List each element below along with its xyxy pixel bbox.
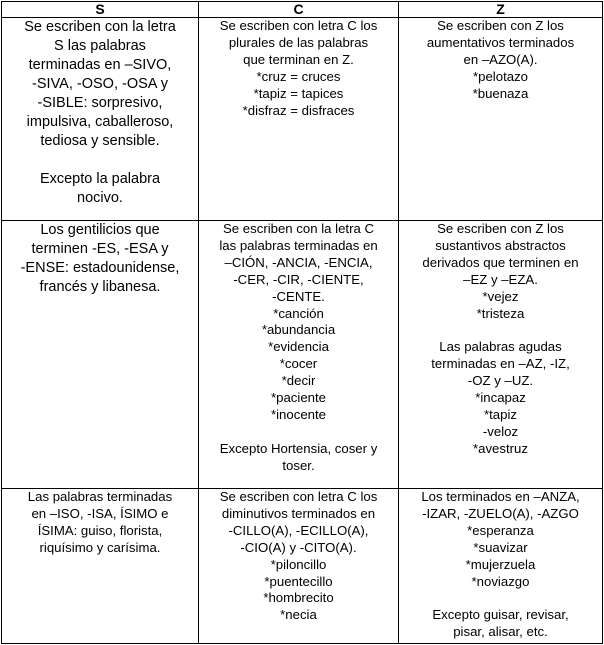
- cell-text-line: en –AZO(A).: [463, 51, 538, 67]
- cell-text-line: tediosa y sensible.: [40, 133, 160, 149]
- blank-line: [5, 151, 195, 170]
- cell-text-line: las palabras terminadas en: [219, 237, 378, 253]
- cell-text-line: *suavizar: [473, 539, 528, 555]
- spelling-rules-table: [1, 1, 603, 644]
- cell-text-line: –CIÓN, -ANCIA, -ENCIA,: [224, 254, 373, 270]
- cell-text-line: *cocer: [279, 356, 318, 372]
- cell-text-line: *tapiz = tapices: [253, 85, 344, 101]
- cell-text-line: toser.: [282, 457, 315, 473]
- cell-text-line: *disfraz = disfraces: [242, 102, 355, 118]
- cell-text-line: -ENSE: estadounidense,: [20, 260, 180, 276]
- cell-text-line: -SIVA, -OSO, -OSA y: [32, 76, 168, 92]
- cell-text-line: aumentativos terminados: [426, 34, 575, 50]
- cell-z-rule-2: [399, 221, 603, 489]
- cell-text-line: *evidencia: [268, 339, 329, 355]
- cell-text-line: francés y libanesa.: [39, 279, 161, 295]
- header-z: Z: [399, 2, 603, 18]
- cell-s-rule-2: [2, 221, 199, 489]
- cell-text-line: *avestruz: [473, 440, 528, 456]
- cell-text-line: *esperanza: [467, 522, 534, 538]
- cell-c-rule-3: [199, 489, 399, 644]
- cell-text-line: terminadas en –AZ, -IZ,: [431, 356, 570, 372]
- cell-text-line: *piloncillo: [270, 556, 327, 572]
- cell-text-line: impulsiva, caballeroso,: [26, 114, 174, 130]
- cell-text-line: Se escriben con la letra: [24, 19, 176, 35]
- cell-text-line: *hombrecito: [263, 590, 334, 606]
- header-row: [2, 2, 603, 18]
- cell-text-line: *pelotazo: [473, 68, 528, 84]
- cell-text-line: *necia: [280, 607, 317, 623]
- cell-text-line: *buenaza: [472, 85, 529, 101]
- table-row: [2, 489, 603, 644]
- cell-text-line: *canción: [273, 305, 324, 321]
- cell-text-line: Excepto Hortensia, coser y: [219, 440, 378, 456]
- cell-s-rule-3: [2, 489, 199, 644]
- cell-text-line: derivados que terminen en: [422, 254, 579, 270]
- header-s: S: [2, 2, 199, 18]
- cell-text-line: terminen -ES, -ESA y: [31, 241, 169, 257]
- cell-text-line: pisar, alisar, etc.: [453, 624, 548, 640]
- cell-text-line: *tapiz: [484, 406, 517, 422]
- cell-text-line: en –ISO, -ISA, ÍSIMO e: [31, 505, 169, 521]
- cell-text-line: Excepto la palabra: [39, 171, 161, 187]
- cell-text-line: *mujerzuela: [465, 556, 536, 572]
- cell-z-rule-3: [399, 489, 603, 644]
- cell-text-line: Las palabras terminadas: [27, 489, 173, 504]
- cell-text-line: Excepto guisar, revisar,: [432, 607, 569, 623]
- cell-text-line: Se escriben con Z los: [437, 18, 564, 33]
- cell-text-line: *cruz = cruces: [256, 68, 341, 84]
- cell-text-line: *tristeza: [476, 305, 525, 321]
- cell-text-line: *inocente: [271, 406, 326, 422]
- cell-text-line: *abundancia: [261, 322, 336, 338]
- cell-text-line: *puentecillo: [264, 573, 333, 589]
- cell-text-line: *noviazgo: [471, 573, 530, 589]
- cell-text-line: -CER, -CIR, -CIENTE,: [233, 271, 364, 287]
- cell-text-line: –EZ y –EZA.: [463, 271, 538, 287]
- cell-text-line: Se escriben con la letra C: [223, 221, 374, 236]
- table-row: [2, 18, 603, 221]
- cell-text-line: -CIO(A) y -CITO(A).: [240, 539, 357, 555]
- cell-text-line: -CILLO(A), -ECILLO(A),: [228, 522, 369, 538]
- blank-line: [402, 590, 599, 607]
- cell-text-line: riquísimo y carísima.: [39, 539, 161, 555]
- cell-text-line: -SIBLE: sorpresivo,: [37, 95, 163, 111]
- cell-text-line: Los terminados en –ANZA,: [421, 489, 580, 504]
- cell-text-line: terminadas en –SIVO,: [28, 57, 172, 73]
- blank-line: [402, 322, 599, 339]
- cell-text-line: S las palabras: [54, 38, 146, 54]
- cell-text-line: *decir: [281, 373, 316, 389]
- cell-text-line: nocivo.: [77, 190, 123, 206]
- cell-text-line: Se escriben con letra C los: [219, 18, 378, 33]
- table-row: [2, 221, 603, 489]
- cell-text-line: sustantivos abstractos: [435, 237, 566, 253]
- cell-text-line: *paciente: [271, 390, 326, 406]
- cell-text-line: que terminan en Z.: [243, 51, 354, 67]
- cell-text-line: diminutivos terminados en: [221, 505, 376, 521]
- cell-s-rule-1: [2, 18, 199, 221]
- cell-c-rule-2: [199, 221, 399, 489]
- cell-text-line: -OZ y –UZ.: [467, 373, 534, 389]
- cell-text-line: -veloz: [482, 423, 519, 439]
- cell-text-line: *vejez: [482, 288, 519, 304]
- cell-z-rule-1: [399, 18, 603, 221]
- cell-text-line: ÍSIMA: guiso, florista,: [37, 522, 163, 538]
- cell-text-line: -IZAR, -ZUELO(A), -AZGO: [422, 505, 579, 521]
- header-c: C: [199, 2, 399, 18]
- cell-text-line: Las palabras agudas: [439, 339, 562, 355]
- cell-text-line: Los gentilicios que: [40, 222, 160, 238]
- cell-text-line: *incapaz: [475, 390, 526, 406]
- cell-text-line: Se escriben con letra C los: [219, 489, 378, 504]
- blank-line: [202, 424, 395, 441]
- cell-text-line: -CENTE.: [272, 288, 325, 304]
- cell-text-line: plurales de las palabras: [228, 34, 369, 50]
- cell-text-line: Se escriben con Z los: [437, 221, 564, 236]
- cell-c-rule-1: [199, 18, 399, 221]
